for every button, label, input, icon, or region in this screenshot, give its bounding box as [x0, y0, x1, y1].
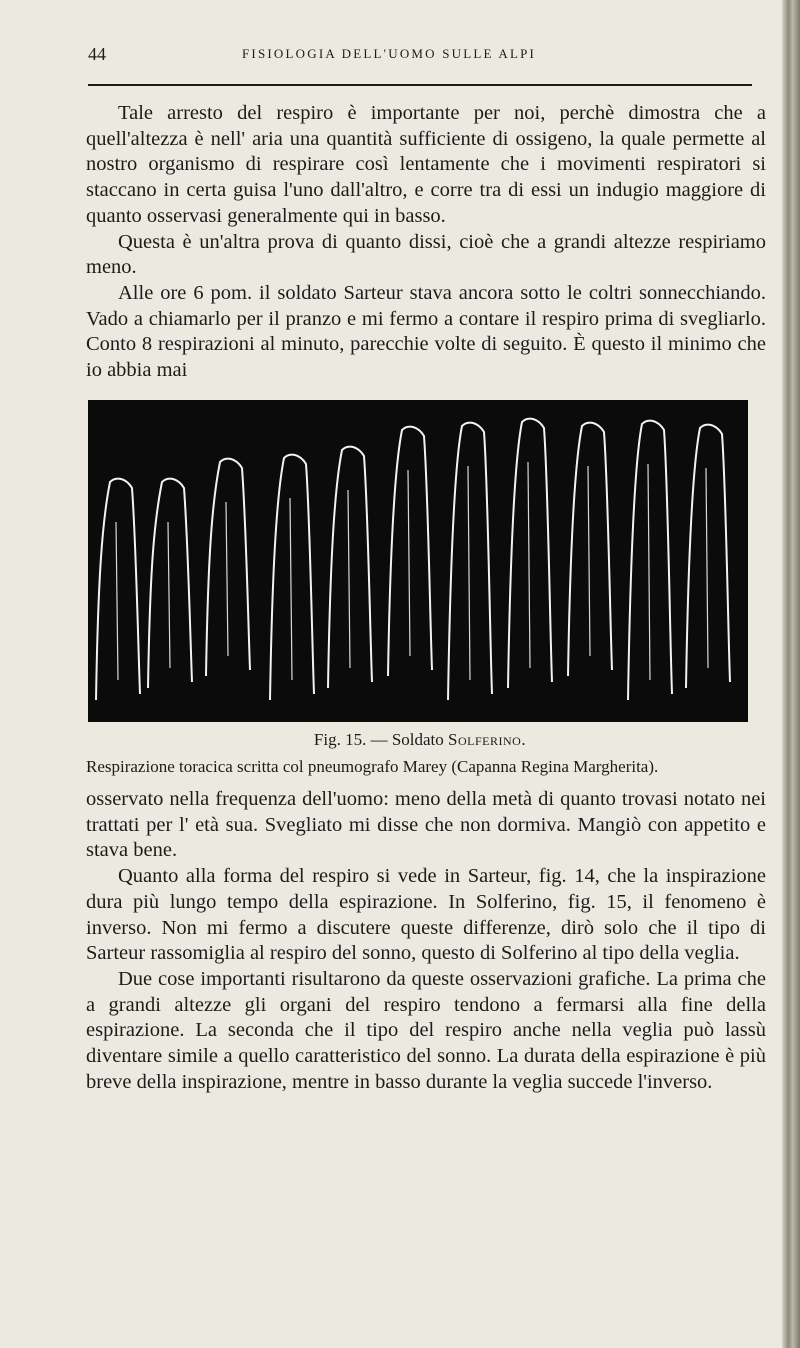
figure-caption: Respirazione toracica scritta col pneumografo Marey (Capanna Regina Margherita).: [86, 757, 659, 776]
paragraph: osservato nella frequenza dell'uomo: meno della metà di quanto trovasi notato nei trattati per l' età sua. Svegliato mi disse che non dormiva. Mangiò con appetito e stava bene.: [86, 788, 766, 862]
running-head: FISIOLOGIA DELL'UOMO SULLE ALPI: [242, 46, 537, 61]
paragraph: Quanto alla forma del respiro si vede in Sarteur, fig. 14, che la inspirazione dura più lungo tempo della espirazione. In Solferino, fig. 15, il fenomeno è inverso. Non mi fermo a discutere queste differenze, dirò solo che il tipo di Sarteur rassomiglia al respiro del sonno, questo di Solferino al tipo della veglia.: [86, 865, 766, 965]
text-block-top: [86, 101, 766, 384]
figure-label: [0, 730, 800, 750]
page-edge: [782, 0, 800, 1348]
page-number: 44: [88, 44, 106, 64]
page-header: [0, 40, 800, 64]
paragraph: Tale arresto del respiro è importante per noi, perchè dimostra che a quell'altezza è nell' aria una quantità sufficiente di ossigeno, la quale permette al nostro organismo di respirare così lentamente che i movimenti respiratori si staccano in certa guisa l'uno dall'altro, e corre tra di essi un indugio maggiore di quanto osservasi generalmente qui in basso.: [86, 102, 766, 227]
trace-stroke: [528, 462, 530, 668]
text-block-bottom: [86, 787, 766, 1095]
trace-stroke: [468, 466, 470, 680]
trace-stroke: [116, 522, 118, 680]
trace-stroke: [168, 522, 170, 668]
header-rule: [88, 84, 752, 86]
pneumograph-trace-figure: [88, 400, 748, 722]
paragraph: Questa è un'altra prova di quanto dissi, cioè che a grandi altezze respiriamo meno.: [86, 230, 766, 279]
paragraph: Alle ore 6 pom. il soldato Sarteur stava ancora sotto le coltri sonnecchiando. Vado a chiamarlo per il pranzo e mi fermo a contare il respiro prima di svegliarlo. Conto 8 respirazioni al minuto, parecchie volte di seguito. È questo il minimo che io abbia mai: [86, 281, 766, 382]
trace-stroke: [706, 468, 708, 668]
paragraph: Due cose importanti risultarono da queste osservazioni grafiche. La prima che a grandi altezze gli organi del respiro tendono a fermarsi alla fine della espirazione. La seconda che il tipo del respiro anche nella veglia può lassù diventare simile a quello caratteristico del sonno. La durata della espirazione è più breve della inspirazione, mentre in basso durante la veglia succede l'inverso.: [86, 967, 766, 1093]
trace-stroke: [290, 498, 292, 680]
trace-stroke: [408, 470, 410, 656]
trace-stroke: [226, 502, 228, 656]
figure-number: Fig. 15. — Soldato: [313, 730, 449, 749]
respiration-trace: [88, 400, 748, 722]
trace-stroke: [348, 490, 350, 668]
trace-stroke: [648, 464, 650, 680]
figure-subject: Solferino.: [448, 730, 527, 749]
trace-stroke: [588, 466, 590, 656]
